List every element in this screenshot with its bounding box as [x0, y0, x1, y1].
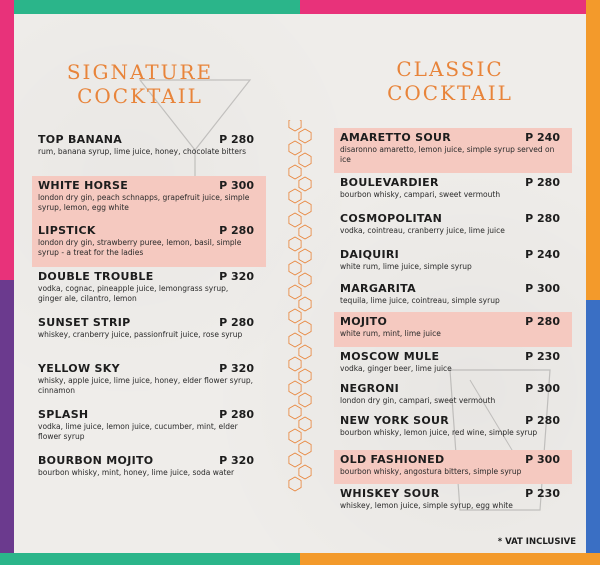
menu-item: [340, 245, 566, 279]
hexagon-shape: [289, 189, 301, 203]
hexagon-shape: [299, 129, 311, 143]
hexagon-shape: [299, 225, 311, 239]
item-price: P 230: [525, 350, 560, 363]
hexagon-shape: [289, 429, 301, 443]
item-price: P 240: [525, 248, 560, 261]
item-description: white rum, lime juice, simple syrup: [340, 262, 472, 271]
item-price: P 280: [525, 315, 560, 328]
item-price: P 280: [525, 176, 560, 189]
item-description: vodka, cognac, pineapple juice, lemongrass syrup, ginger ale, cilantro, lemon: [38, 284, 229, 303]
classic-heading-line1: CLASSIC: [396, 57, 504, 81]
hexagon-shape: [289, 237, 301, 251]
hexagon-shape: [299, 369, 311, 383]
hexagon-shape: [289, 405, 301, 419]
menu-item: [32, 176, 266, 221]
item-price: P 280: [219, 133, 254, 146]
menu-item: [38, 313, 260, 359]
menu-item: [340, 209, 566, 245]
item-description: vodka, cointreau, cranberry juice, lime juice: [340, 226, 505, 235]
item-description: vodka, lime juice, lemon juice, cucumber, mint, elder flower syrup: [38, 422, 238, 441]
item-description: whiskey, cranberry juice, passionfruit juice, rose syrup: [38, 330, 243, 339]
hexagon-shape: [299, 417, 311, 431]
hexagon-shape: [299, 393, 311, 407]
hexagon-shape: [299, 201, 311, 215]
hexagon-shape: [289, 453, 301, 467]
item-price: P 320: [219, 362, 254, 375]
hexagon-shape: [299, 297, 311, 311]
item-name: TOP BANANA: [38, 133, 123, 146]
hexagon-shape: [289, 309, 301, 323]
item-description: white rum, mint, lime juice: [340, 329, 441, 338]
classic-heading: [370, 57, 530, 105]
item-name: MOJITO: [340, 315, 388, 328]
menu-item: [334, 450, 572, 484]
menu-item: [340, 379, 566, 411]
item-description: tequila, lime juice, cointreau, simple syrup: [340, 296, 500, 305]
item-description: whisky, apple juice, lime juice, honey, elder flower syrup, cinnamon: [38, 376, 253, 395]
vat-note: * VAT INCLUSIVE: [497, 537, 576, 547]
hexagon-shape: [299, 465, 311, 479]
item-name: YELLOW SKY: [38, 362, 120, 375]
item-name: AMARETTO SOUR: [340, 131, 451, 144]
hexagon-shape: [289, 261, 301, 275]
hexagon-shape: [289, 333, 301, 347]
item-price: P 280: [219, 224, 254, 237]
item-description: bourbon whisky, angostura bitters, simple syrup: [340, 467, 522, 476]
item-price: P 240: [525, 131, 560, 144]
hexagon-shape: [299, 249, 311, 263]
hexagon-shape: [289, 477, 301, 491]
item-description: london dry gin, strawberry puree, lemon, basil, simple syrup - a treat for the ladies: [38, 238, 242, 257]
menu-item: [334, 128, 572, 173]
menu-item: [38, 267, 260, 313]
menu-item: [38, 451, 260, 497]
item-name: MARGARITA: [340, 282, 416, 295]
item-price: P 320: [219, 270, 254, 283]
menu-item: [334, 312, 572, 347]
item-price: P 230: [525, 487, 560, 500]
hexagon-shape: [289, 381, 301, 395]
item-price: P 280: [219, 408, 254, 421]
item-description: rum, banana syrup, lime juice, honey, chocolate bitters: [38, 147, 247, 156]
item-name: NEGRONI: [340, 382, 399, 395]
hexagon-shape: [289, 285, 301, 299]
item-price: P 300: [525, 382, 560, 395]
item-price: P 320: [219, 454, 254, 467]
hexagon-shape: [289, 120, 301, 131]
item-description: london dry gin, peach schnapps, grapefruit juice, simple syrup, lemon, egg white: [38, 193, 250, 212]
item-name: OLD FASHIONED: [340, 453, 445, 466]
hexagon-shape: [299, 441, 311, 455]
hexagon-shape: [299, 273, 311, 287]
classic-menu-list: [340, 128, 566, 516]
menu-item: [340, 173, 566, 209]
classic-heading-line2: COCKTAIL: [387, 81, 513, 105]
hexagon-divider: [285, 120, 315, 500]
item-description: bourbon whisky, mint, honey, lime juice, soda water: [38, 468, 235, 477]
hexagon-shape: [299, 345, 311, 359]
menu-item: [32, 221, 266, 267]
item-price: P 280: [525, 212, 560, 225]
menu-item: [38, 405, 260, 451]
hexagon-shape: [289, 165, 301, 179]
item-description: disaronno amaretto, lemon juice, simple syrup served on ice: [340, 145, 555, 164]
item-name: SPLASH: [38, 408, 89, 421]
item-name: WHISKEY SOUR: [340, 487, 440, 500]
menu-item: [340, 484, 566, 516]
item-description: london dry gin, campari, sweet vermouth: [340, 396, 496, 405]
item-price: P 280: [525, 414, 560, 427]
item-name: DOUBLE TROUBLE: [38, 270, 154, 283]
signature-heading-line2: COCKTAIL: [77, 84, 203, 108]
item-name: BOULEVARDIER: [340, 176, 439, 189]
signature-heading: [60, 60, 220, 108]
item-name: NEW YORK SOUR: [340, 414, 450, 427]
item-name: COSMOPOLITAN: [340, 212, 443, 225]
item-price: P 300: [219, 179, 254, 192]
item-price: P 280: [219, 316, 254, 329]
item-price: P 300: [525, 282, 560, 295]
item-name: DAIQUIRI: [340, 248, 400, 261]
signature-menu-list: [38, 130, 260, 497]
item-description: whiskey, lemon juice, simple syrup, egg white: [340, 501, 513, 510]
menu-item: [38, 130, 260, 176]
item-name: LIPSTICK: [38, 224, 96, 237]
item-description: vodka, ginger beer, lime juice: [340, 364, 452, 373]
hexagon-shape: [299, 153, 311, 167]
hexagon-shape: [289, 141, 301, 155]
hexagon-shape: [299, 177, 311, 191]
menu-item: [340, 279, 566, 312]
menu-item: [38, 359, 260, 405]
item-description: bourbon whisky, campari, sweet vermouth: [340, 190, 501, 199]
hexagon-shape: [289, 213, 301, 227]
menu-item: [340, 347, 566, 379]
menu-item: [340, 411, 566, 450]
item-name: WHITE HORSE: [38, 179, 129, 192]
hexagon-shape: [289, 357, 301, 371]
item-name: BOURBON MOJITO: [38, 454, 154, 467]
item-name: MOSCOW MULE: [340, 350, 440, 363]
item-description: bourbon whisky, lemon juice, red wine, simple syrup: [340, 428, 538, 437]
signature-heading-line1: SIGNATURE: [66, 60, 214, 84]
hexagon-shape: [299, 321, 311, 335]
item-name: SUNSET STRIP: [38, 316, 131, 329]
item-price: P 300: [525, 453, 560, 466]
